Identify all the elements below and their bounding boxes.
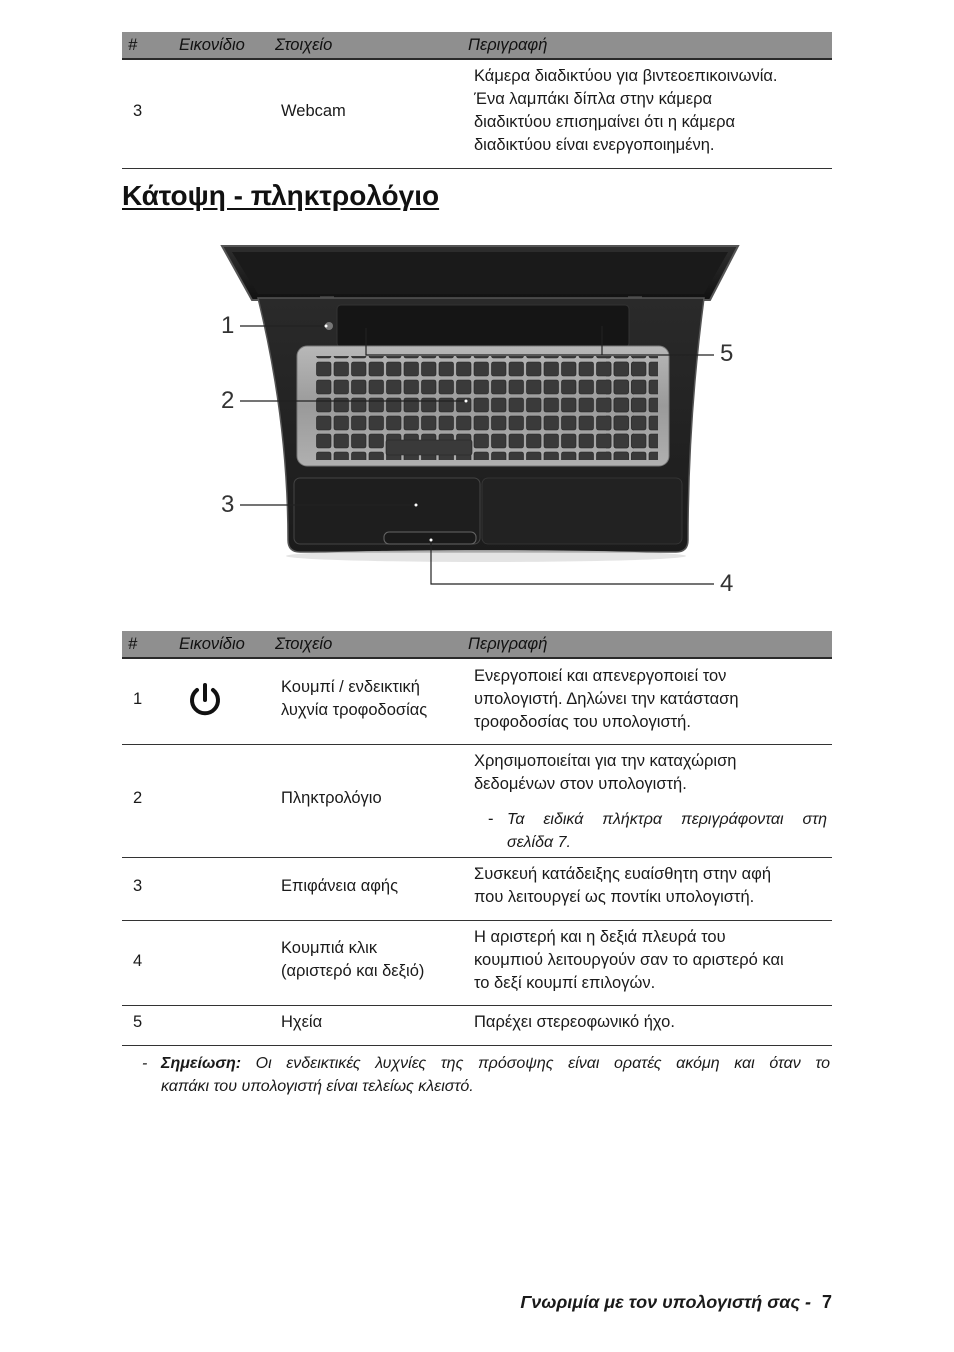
footer-text: Γνωριμία με τον υπολογιστή σας - <box>520 1292 811 1312</box>
row-number: 5 <box>133 1013 143 1031</box>
row-description: Συσκευή κατάδειξης ευαίσθητη στην αφή που λειτουργεί ως ποντίκι υπολογιστή. <box>474 865 772 906</box>
row-divider <box>122 744 832 745</box>
note-line1: Οι ενδεικτικές λυχνίες της πρόσοψης είναι ορατές ακόμη και όταν το <box>255 1055 831 1072</box>
row-description: Η αριστερή και η δεξιά πλευρά του κουμπιού λειτουργούν σαν το αριστερό και το δεξί κουμπί επιλογών. <box>474 928 784 992</box>
row-item: Ηχεία <box>281 1013 323 1031</box>
row-divider <box>122 857 832 858</box>
page-footer <box>520 1292 832 1313</box>
row-number: 2 <box>133 789 143 807</box>
row-item: Κουμπί / ενδεικτική λυχνία τροφοδοσίας <box>281 678 428 719</box>
callout-1: 1 <box>221 312 235 339</box>
callout-5: 5 <box>720 340 734 367</box>
row-item: Επιφάνεια αφής <box>281 877 399 895</box>
note-text <box>161 1052 830 1098</box>
laptop-top-view-figure <box>0 0 954 620</box>
col-icon-header: Εικονίδιο <box>179 635 245 653</box>
row-note: Τα ειδικά πλήκτρα περιγράφονται στη σελίδα 7. <box>507 811 827 851</box>
callout-3: 3 <box>221 491 235 518</box>
note-label: Σημείωση: <box>161 1055 242 1072</box>
row-divider <box>122 920 832 921</box>
col-number-header: # <box>128 36 138 54</box>
col-description-header: Περιγραφή <box>468 36 548 54</box>
row-description: Ενεργοποιεί και απενεργοποιεί τον υπολογιστή. Δηλώνει την κατάσταση τροφοδοσίας του υπολογιστή. <box>474 667 739 731</box>
row-description: Παρέχει στερεοφωνικό ήχο. <box>474 1013 675 1031</box>
row-description: Χρησιμοποιείται για την καταχώριση δεδομένων στον υπολογιστή. <box>474 752 737 793</box>
row-number: 3 <box>133 102 143 120</box>
row-item: Πληκτρολόγιο <box>281 789 382 807</box>
section-title: Κάτοψη - πληκτρολόγιο <box>122 180 440 211</box>
row-note-dash: - <box>488 810 494 828</box>
power-icon <box>185 680 225 720</box>
row-number: 1 <box>133 690 143 708</box>
note-dash: - <box>142 1055 148 1072</box>
row-number: 3 <box>133 877 143 895</box>
table2-bottom-rule <box>122 1045 832 1046</box>
col-item-header: Στοιχείο <box>275 36 333 54</box>
table2-header <box>122 631 832 659</box>
row-number: 4 <box>133 952 143 970</box>
col-number-header: # <box>128 635 138 653</box>
row-item: Webcam <box>281 102 346 120</box>
page-number: 7 <box>821 1292 832 1312</box>
row-description: Κάμερα διαδικτύου για βιντεοεπικοινωνία. Ένα λαμπάκι δίπλα στην κάμερα διαδικτύου επισημαίνει ότι η κάμερα διαδικτύου είναι ενεργοποιημένη. <box>474 67 778 154</box>
row-divider <box>122 1005 832 1006</box>
col-item-header: Στοιχείο <box>275 635 333 653</box>
row-item: Κουμπιά κλικ (αριστερό και δεξιό) <box>281 939 425 980</box>
note-line2: καπάκι του υπολογιστή είναι τελείως κλειστό. <box>161 1078 474 1095</box>
callout-4: 4 <box>720 570 734 597</box>
callout-2: 2 <box>221 387 235 414</box>
col-icon-header: Εικονίδιο <box>179 36 245 54</box>
col-description-header: Περιγραφή <box>468 635 548 653</box>
